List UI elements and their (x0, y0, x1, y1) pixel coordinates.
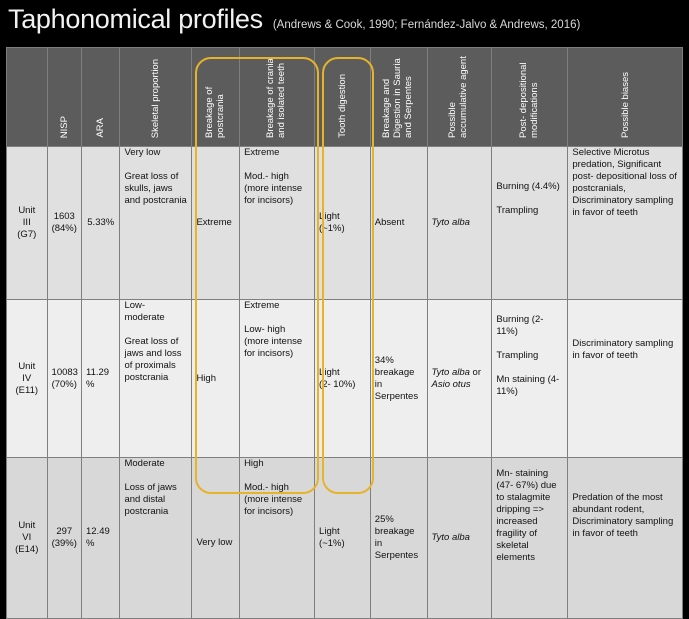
citation: (Andrews & Cook, 1990; Fernández-Jalvo & Andrews, 2016) (272, 19, 581, 31)
cell-digestion: Light (2- 10%) (315, 300, 371, 458)
header-nisp: NISP (47, 48, 81, 147)
header-ara: ARA (81, 48, 120, 147)
cell-ara: 5.33% (81, 147, 120, 300)
cell-postcrania: Extreme (192, 147, 240, 300)
header-sauria: Breakage and Digestion in Sauria and Serpentes (370, 48, 427, 147)
cell-nisp: 297 (39%) (47, 458, 81, 619)
cell-postdep: Burning (4.4%) Trampling (492, 147, 568, 300)
cell-skeletal: Very low Great loss of skulls, jaws and postcrania (120, 147, 192, 300)
cell-unit: Unit VI (E14) (7, 458, 48, 619)
header-postdep: Post- depositional modifications (492, 48, 568, 147)
cell-agent: Tyto alba (427, 147, 492, 300)
header-agent: Possible accumulative agent (427, 48, 492, 147)
cell-unit: Unit III (G7) (7, 147, 48, 300)
cell-crania: High Mod.- high (more intense for incisors) (240, 458, 315, 619)
header-unit (7, 48, 48, 147)
cell-nisp: 1603 (84%) (47, 147, 81, 300)
cell-biases: Discriminatory sampling in favor of teeth (568, 300, 683, 458)
cell-postcrania: Very low (192, 458, 240, 619)
header-postcrania: Breakage of postcrania (192, 48, 240, 147)
cell-skeletal: Low- moderate Great loss of jaws and loss of proximals postcrania (120, 300, 192, 458)
cell-digestion: Light (~1%) (315, 147, 371, 300)
cell-ara: 11.29 % (81, 300, 120, 458)
header-skeletal: Skeletal proportion (120, 48, 192, 147)
cell-agent: Tyto alba (427, 458, 492, 619)
cell-sauria: 34% breakage in Serpentes (370, 300, 427, 458)
table-row (7, 300, 683, 458)
cell-biases: Predation of the most abundant rodent, Discriminatory sampling in favor of teeth (568, 458, 683, 619)
cell-biases: Selective Microtus predation, Significant post- depositional loss of postcranials, Discriminatory sampling in favor of teeth (568, 147, 683, 300)
title-row (8, 4, 580, 44)
header-digestion: Tooth digestion (315, 48, 371, 147)
cell-agent: Tyto alba or Asio otus (427, 300, 492, 458)
header-biases: Possible biases (568, 48, 683, 147)
cell-nisp: 10083 (70%) (47, 300, 81, 458)
cell-digestion: Light (~1%) (315, 458, 371, 619)
cell-crania: Extreme Mod.- high (more intense for incisors) (240, 147, 315, 300)
cell-postdep: Mn- staining (47- 67%) due to stalagmite dripping => increased fragility of skeletal elements (492, 458, 568, 619)
taphonomy-table (6, 47, 683, 619)
header-crania: Breakage of crania and isolated teeth (240, 48, 315, 147)
slide-title: Taphonomical profiles (8, 4, 263, 34)
cell-ara: 12.49 % (81, 458, 120, 619)
table-row (7, 458, 683, 619)
cell-sauria: Absent (370, 147, 427, 300)
cell-unit: Unit IV (E11) (7, 300, 48, 458)
table-row (7, 147, 683, 300)
cell-sauria: 25% breakage in Serpentes (370, 458, 427, 619)
cell-postcrania: High (192, 300, 240, 458)
cell-postdep: Burning (2- 11%) Trampling Mn staining (4- 11%) (492, 300, 568, 458)
cell-crania: Extreme Low- high (more intense for incisors) (240, 300, 315, 458)
cell-skeletal: Moderate Loss of jaws and distal postcrania (120, 458, 192, 619)
header-row (7, 48, 683, 147)
